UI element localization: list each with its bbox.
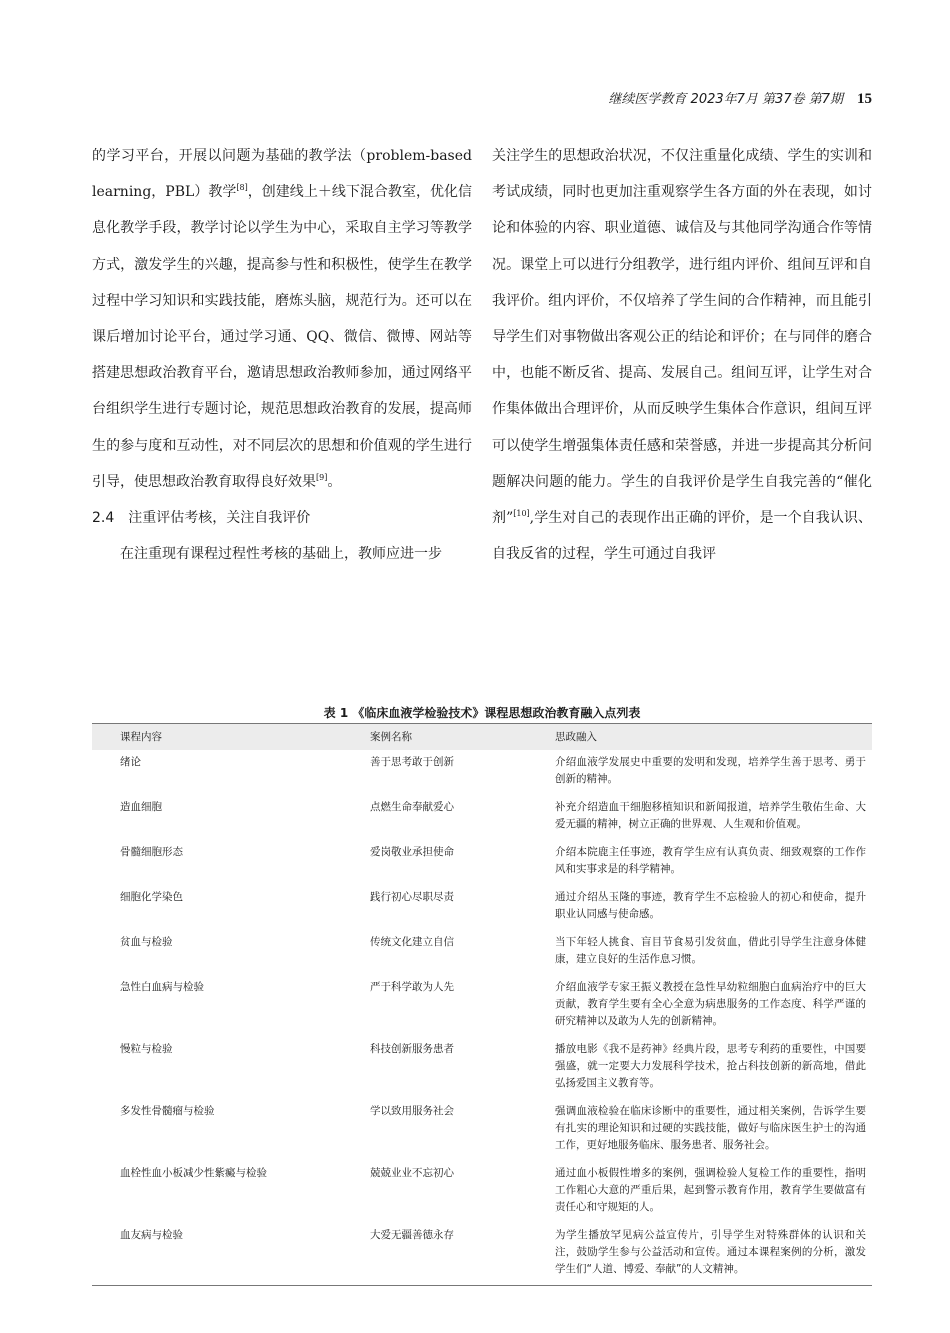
body-paragraph-1	[92, 138, 472, 500]
header-course-content: 课程内容	[120, 731, 162, 743]
cell-course-content: 血栓性血小板减少性紫癜与检验	[120, 1167, 267, 1179]
cell-case-name: 传统文化建立自信	[370, 936, 454, 948]
table-row	[92, 930, 872, 975]
cell-course-content: 骨髓细胞形态	[120, 846, 183, 858]
citation-8: [8]	[236, 183, 248, 193]
cell-ideology-integration: 当下年轻人挑食、盲目节食易引发贫血，借此引导学生注意身体健康，建立良好的生活作息习惯。	[555, 936, 866, 965]
table-row	[92, 1037, 872, 1099]
para3-text: 关注学生的思想政治状况，不仅注重量化成绩、学生的实训和考试成绩，同时也更加注重观察学生各方面的外在表现，如讨论和体验的内容、职业道德、诚信及与其他同学沟通合作等情况。课堂上可以进行分组教学，进行组内评价、组间互评和自我评价。组内评价，不仅培养了学生间的合作精神，而且能引导学生们对事物做出客观公正的结论和评价；在与同伴的磨合中，也能不断反省、提高、发展自己。组间互评，让学生对合作集体做出合理评价，从而反映学生集体合作意识，组间互评可以使学生增强集体责任感和荣誉感，并进一步提高其分析问题解决问题的能力。学生的自我评价是学生自我完善的“催化剂”	[492, 148, 872, 527]
page-number: 15	[857, 91, 872, 107]
table-row	[92, 975, 872, 1037]
cell-course-content: 绪论	[120, 756, 141, 768]
header-case-name: 案例名称	[370, 731, 412, 743]
cell-course-content: 多发性骨髓瘤与检验	[120, 1105, 215, 1117]
left-column	[92, 138, 472, 572]
cell-case-name: 爱岗敬业承担使命	[370, 846, 454, 858]
cell-ideology-integration: 通过介绍丛玉隆的事迹，教育学生不忘检验人的初心和使命，提升职业认同感与使命感。	[555, 891, 866, 920]
right-column	[492, 138, 872, 572]
running-header	[92, 88, 872, 110]
para1-text-b: ，创建线上＋线下混合教室，优化信息化教学手段，教学讨论以学生为中心，采取自主学习等教学方式，激发学生的兴趣，提高参与性和积极性，使学生在教学过程中学习知识和实践技能，磨炼头脑，规范行为。还可以在课后增加讨论平台，通过学习通、QQ、微信、微博、网站等搭建思想政治教育平台，邀请思想政治教师参加，通过网络平台组织学生进行专题讨论，规范思想政治教育的发展，提高师生的参与度和互动性，对不同层次的思想和价值观的学生进行引导，使思想政治教育取得良好效果	[92, 184, 473, 490]
cell-ideology-integration: 强调血液检验在临床诊断中的重要性，通过相关案例，告诉学生要有扎实的理论知识和过硬的实践技能，做好与临床医生护士的沟通工作，更好地服务临床、服务患者、服务社会。	[555, 1105, 866, 1151]
table-row	[92, 885, 872, 930]
cell-ideology-integration: 通过血小板假性增多的案例，强调检验人复检工作的重要性，指明工作粗心大意的严重后果，起到警示教育作用，教育学生要做富有责任心和守规矩的人。	[555, 1167, 866, 1213]
para3-text-b: ,学生对自己的表现作出正确的评价，是一个自我认识、自我反省的过程，学生可通过自我评	[492, 510, 872, 563]
cell-ideology-integration: 介绍血液学专家王振义教授在急性早幼粒细胞白血病治疗中的巨大贡献，教育学生要有全心全意为病患服务的工作态度、科学严谨的研究精神以及敢为人先的创新精神。	[555, 981, 866, 1027]
cell-course-content: 急性白血病与检验	[120, 981, 204, 993]
cell-case-name: 善于思考敢于创新	[370, 756, 454, 768]
table-title: 表 1 《临床血液学检验技术》课程思想政治教育融入点列表	[323, 706, 641, 720]
cell-case-name: 科技创新服务患者	[370, 1043, 454, 1055]
cell-ideology-integration: 播放电影《我不是药神》经典片段，思考专利药的重要性，中国要强盛，就一定要大力发展科学技术，抢占科技创新的新高地，借此弘扬爱国主义教育等。	[555, 1043, 866, 1089]
cell-course-content: 贫血与检验	[120, 936, 173, 948]
cell-course-content: 细胞化学染色	[120, 891, 183, 903]
cell-course-content: 慢粒与检验	[120, 1043, 173, 1055]
table-row	[92, 750, 872, 795]
table-row	[92, 840, 872, 885]
journal-citation: 继续医学教育 2023年7月 第37卷 第7期	[608, 92, 843, 107]
cell-course-content: 血友病与检验	[120, 1229, 183, 1241]
table-row	[92, 795, 872, 840]
table-body	[92, 750, 872, 1286]
cell-case-name: 兢兢业业不忘初心	[370, 1167, 454, 1179]
table-row	[92, 1161, 872, 1223]
citation-9: [9]	[316, 472, 328, 482]
para1-text: 的学习平台，开展以问题为基础的教学法（problem-based learning，PBL）教学	[92, 148, 472, 201]
section-heading-2-4: 2.4 注重评估考核，关注自我评价	[92, 510, 311, 527]
cell-case-name: 点燃生命奉献爱心	[370, 801, 454, 813]
header-ideology-integration: 思政融入	[555, 731, 597, 743]
cell-case-name: 大爱无疆善德永存	[370, 1229, 454, 1241]
cell-case-name: 践行初心尽职尽责	[370, 891, 454, 903]
table-row	[92, 1099, 872, 1161]
body-paragraph-2: 在注重现有课程过程性考核的基础上，教师应进一步	[120, 546, 442, 563]
cell-ideology-integration: 介绍本院鹿主任事迹，教育学生应有认真负责、细致观察的工作作风和实事求是的科学精神。	[555, 846, 866, 875]
cell-case-name: 严于科学敢为人先	[370, 981, 454, 993]
citation-10: [10]	[513, 509, 530, 519]
table-header-row	[92, 724, 872, 751]
course-ideology-table	[92, 723, 872, 1286]
cell-ideology-integration: 介绍血液学发展史中重要的发明和发现，培养学生善于思考、勇于创新的精神。	[555, 756, 866, 785]
table-row	[92, 1223, 872, 1286]
cell-case-name: 学以致用服务社会	[370, 1105, 454, 1117]
cell-ideology-integration: 为学生播放罕见病公益宣传片，引导学生对特殊群体的认识和关注，鼓励学生参与公益活动和宣传。通过本课程案例的分析，激发学生们“人道、博爱、奉献”的人文精神。	[555, 1229, 866, 1275]
body-paragraph-3	[492, 138, 872, 572]
cell-course-content: 造血细胞	[120, 801, 162, 813]
para1-end: 。	[327, 473, 342, 490]
cell-ideology-integration: 补充介绍造血干细胞移植知识和新闻报道，培养学生敬佑生命、大爱无疆的精神，树立正确的世界观、人生观和价值观。	[555, 801, 866, 830]
